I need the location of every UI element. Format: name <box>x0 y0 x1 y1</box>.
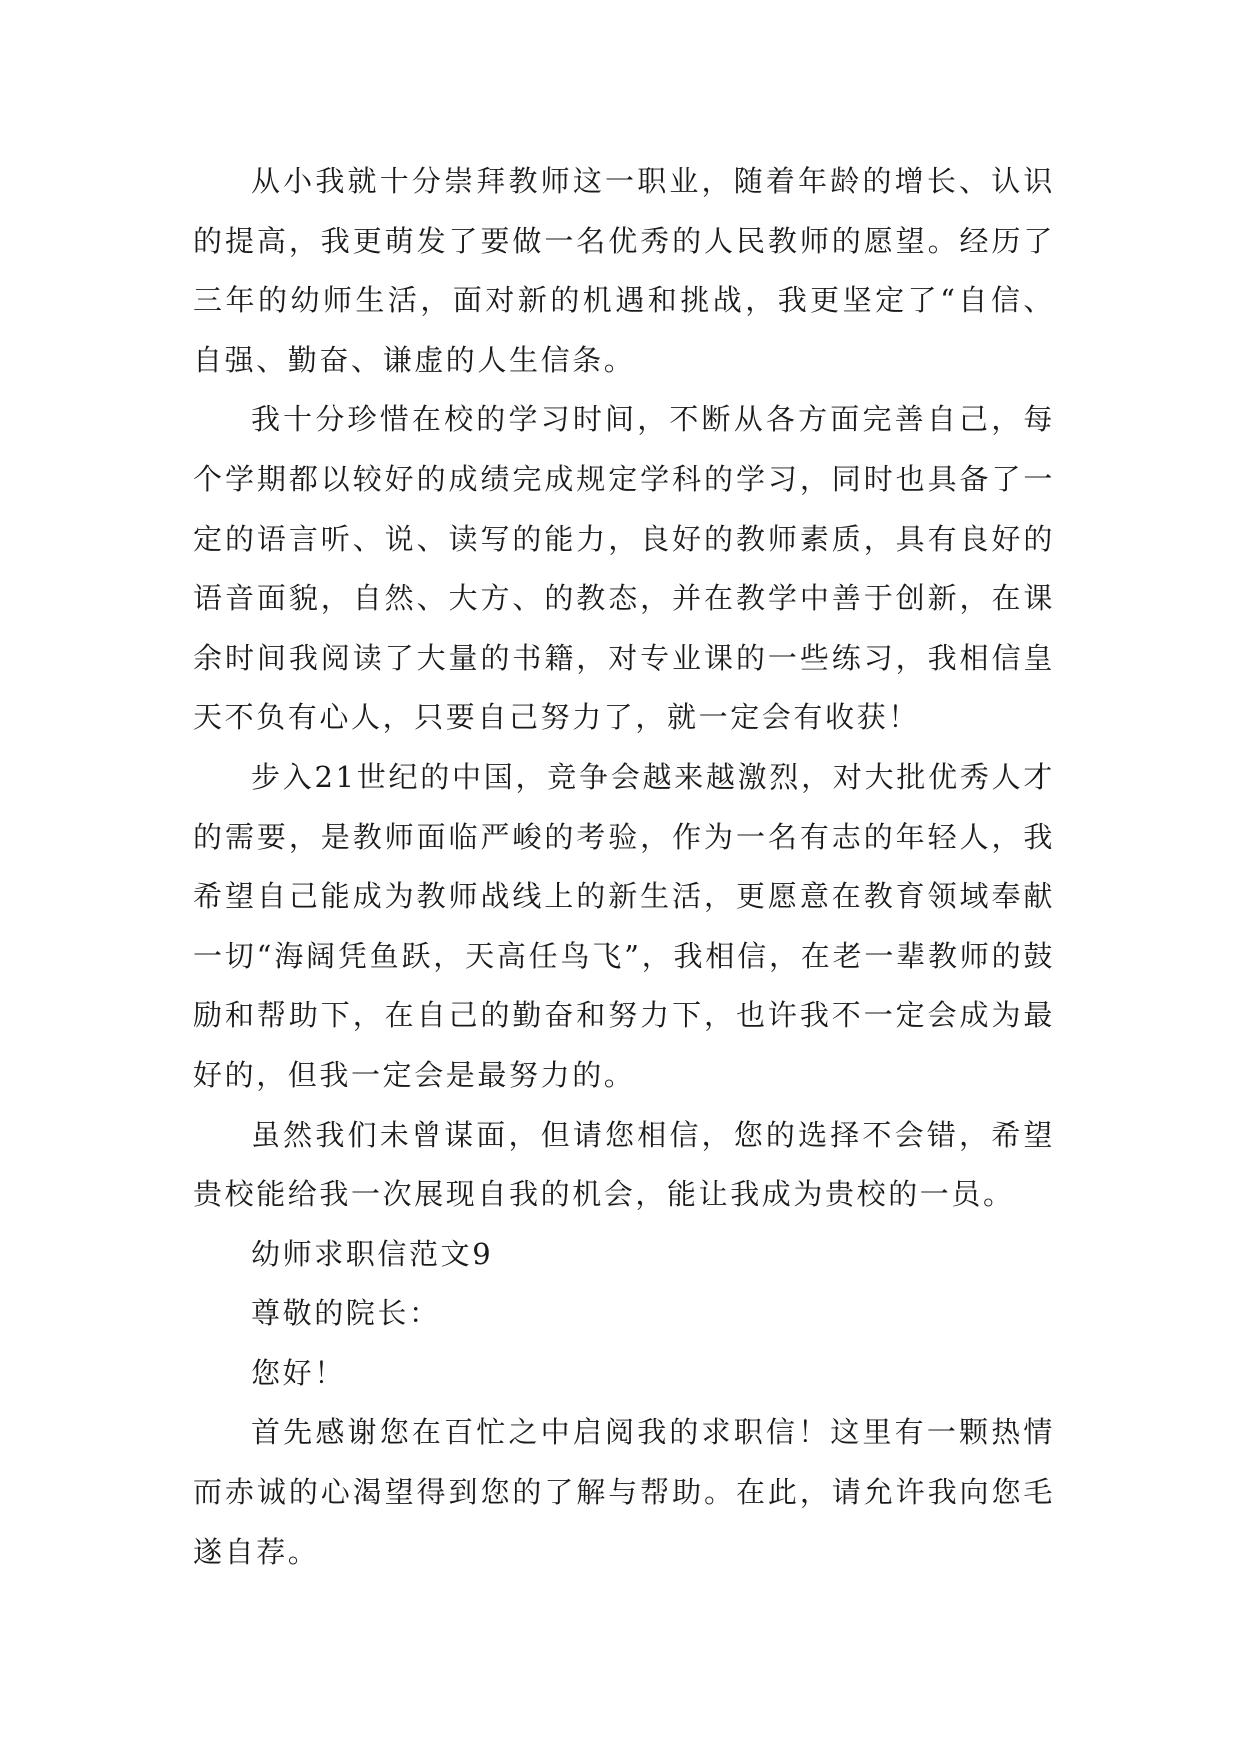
document-body <box>193 152 1055 1582</box>
paragraph-study: 我十分珍惜在校的学习时间，不断从各方面完善自己，每个学期都以较好的成绩完成规定学科的学习，同时也具备了一定的语言听、说、读写的能力，良好的教师素质，具有良好的语音面貌，自然、大方、的教态，并在教学中善于创新，在课余时间我阅读了大量的书籍，对专业课的一些练习，我相信皇天不负有心人，只要自己努力了，就一定会有收获！ <box>193 402 1055 735</box>
paragraph-introduction: 首先感谢您在百忙之中启阅我的求职信！这里有一颗热情而赤诚的心渴望得到您的了解与帮助。在此，请允许我向您毛遂自荐。 <box>193 1415 1055 1569</box>
paragraph-aspiration: 从小我就十分崇拜教师这一职业，随着年龄的增长、认识的提高，我更萌发了要做一名优秀的人民教师的愿望。经历了三年的幼师生活，面对新的机遇和挑战，我更坚定了“自信、自强、勤奋、谦虚的人生信条。 <box>193 164 1055 377</box>
salutation: 尊敬的院长： <box>251 1296 441 1331</box>
section-heading: 幼师求职信范文9 <box>251 1236 494 1271</box>
paragraph-closing-request: 虽然我们未曾谋面，但请您相信，您的选择不会错，希望贵校能给我一次展现自我的机会，能让我成为贵校的一员。 <box>193 1117 1055 1212</box>
paragraph-career-goal: 步入21世纪的中国，竞争会越来越激烈，对大批优秀人才的需要，是教师面临严峻的考验，作为一名有志的年轻人，我希望自己能成为教师战线上的新生活，更愿意在教育领域奉献一切“海阔凭鱼跃，天高任鸟飞”，我相信，在老一辈教师的鼓励和帮助下，在自己的勤奋和努力下，也许我不一定会成为最好的，但我一定会是最努力的。 <box>193 759 1055 1092</box>
greeting: 您好！ <box>251 1355 346 1390</box>
